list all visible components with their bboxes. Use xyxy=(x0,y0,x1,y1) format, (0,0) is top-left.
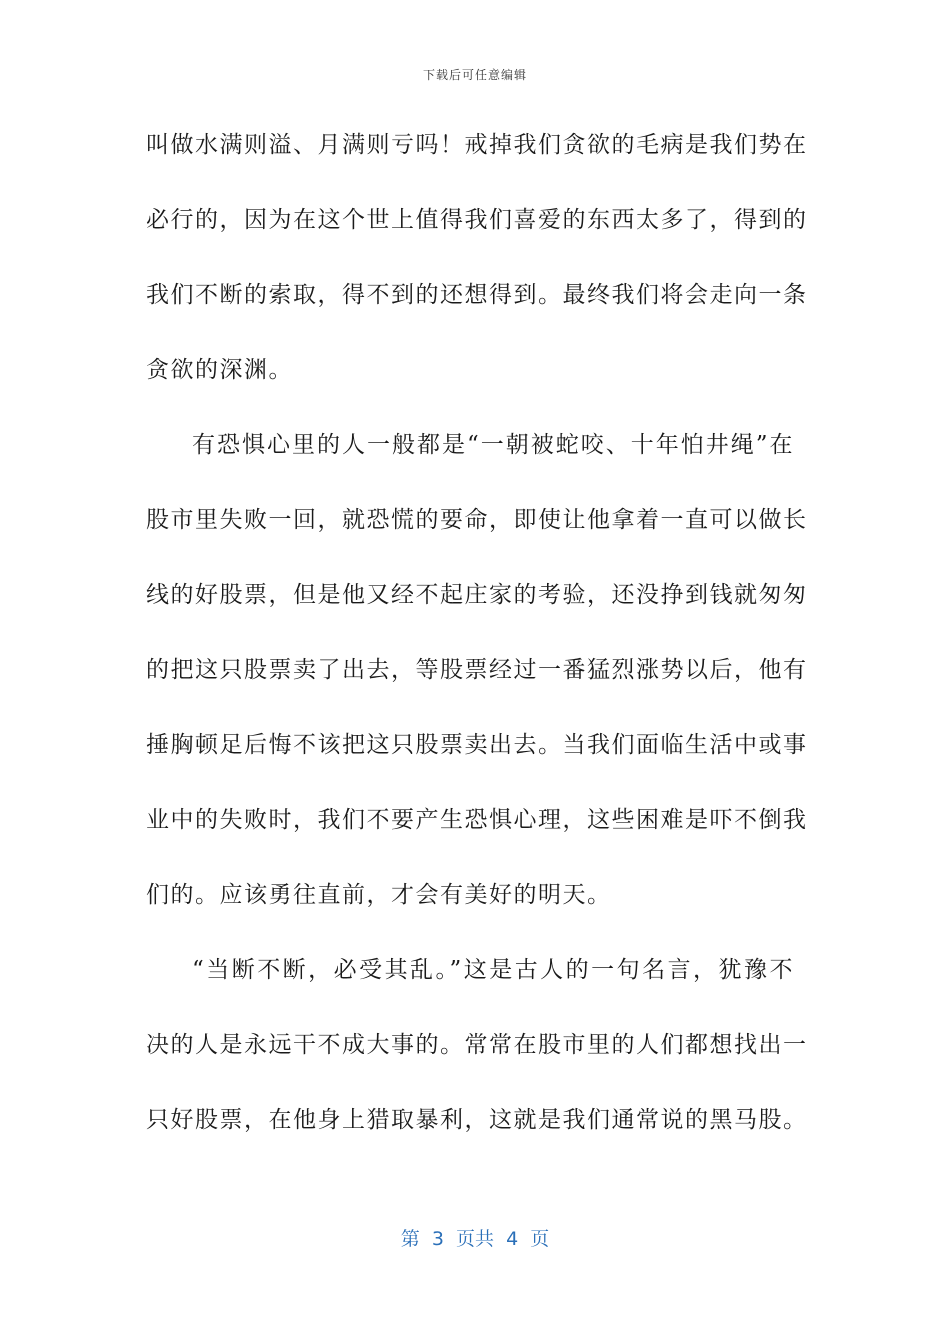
text-line: 业中的失败时，我们不要产生恐惧心理，这些困难是吓不倒我 xyxy=(146,807,808,833)
page-number: 第 3 页共 4 页 xyxy=(400,1228,550,1250)
text-line: 决的人是永远干不成大事的。常常在股市里的人们都想找出一 xyxy=(146,1032,808,1058)
page-header: 下载后可任意编辑 xyxy=(422,68,527,82)
text-line: 线的好股票，但是他又经不起庄家的考验，还没挣到钱就匆匆 xyxy=(146,582,808,608)
text-line: 捶胸顿足后悔不该把这只股票卖出去。当我们面临生活中或事 xyxy=(146,732,808,758)
text-line: 股市里失败一回，就恐慌的要命，即使让他拿着一直可以做长 xyxy=(146,507,808,533)
text-line: 有恐惧心里的人一般都是“一朝被蛇咬、十年怕井绳”在 xyxy=(192,432,794,458)
text-line: 们的。应该勇往直前，才会有美好的明天。 xyxy=(146,882,612,908)
document-body xyxy=(146,108,808,1158)
text-line: “当断不断，必受其乱。”这是古人的一句名言，犹豫不 xyxy=(192,957,794,983)
text-line: 只好股票，在他身上猎取暴利，这就是我们通常说的黑马股。 xyxy=(146,1107,808,1133)
text-line: 的把这只股票卖了出去，等股票经过一番猛烈涨势以后，他有 xyxy=(146,657,808,683)
text-line: 贪欲的深渊。 xyxy=(146,357,293,383)
text-line: 我们不断的索取，得不到的还想得到。最终我们将会走向一条 xyxy=(146,282,808,308)
text-line: 必行的，因为在这个世上值得我们喜爱的东西太多了，得到的 xyxy=(146,207,808,233)
text-line: 叫做水满则溢、月满则亏吗！戒掉我们贪欲的毛病是我们势在 xyxy=(146,132,808,158)
